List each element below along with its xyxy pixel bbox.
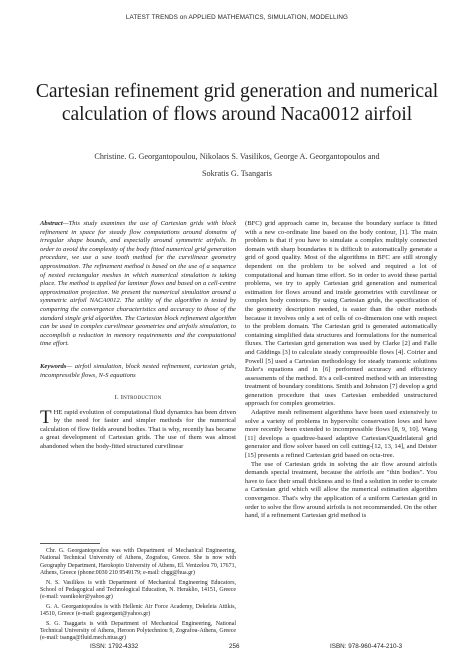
drop-cap: T [40,406,52,428]
footnote: Chr. G. Georgantopoulou was with Department of Mechanical Engineering, National Technical University of Athens, Zografou, Greece. She is now with Geography Department, Harokopio University of Athens, El. Venizelou 70, 17671, Athens, Greece (phone:0030 210 9549179; e-mail: chgg@hua.gr) [40,548,236,577]
left-column [40,220,236,452]
intro-text: HE rapid evolution of computational fluid dynamics has been driven by the need for faster and simpler methods for the numerical calculation of flow fields around bodies. That is why, recently has became a great development of Cartesian grids. The use of them was almost abandoned when the body-fitted structured curvilinear [40,408,236,451]
section-title: Introduction [120,394,162,402]
footer-issn: ISSN: 1792-4332 [90,643,139,650]
authors-line-2: Sokratis G. Tsangaris [201,169,272,178]
section-heading [40,394,236,403]
footnotes [40,548,236,645]
abstract-text: —This study examines the use of Cartesian grids with block refinement in space for steady flow computations around domains of irregular shape bounds, and especially around symmetric airfoils. In order to avoid the complexity of the body fitted numerical grid generation procedure, we use a saw tooth method for the curvilinear geometry approximation. The refinement method is based on the use of a sequence of nested rectangular meshes in which numerical simulation is taking place. The method is applied for laminar flows and based on a cell-centre approximation projection. We present the numerical simulation around a symmetric airfoil NACA0012. The utility of the algorithm is tested by comparing the convergence characteristics and accuracy to those of the standard single grid algorithm. The Cartesian block refinement algorithm can be used in complex curvilinear geometries and airfoils simulation, to accomplish a reduction in memory requirements and the computational time effort. [40,220,236,348]
footnote: S. G. Tsaggaris is with Department of Mechanical Engineering, National Technical University of Athens, Heroon Polytechniou 9, Zografou-Athens, Greece (e-mail: tsanga@fluid.mech.ntua.gr) [40,620,236,642]
body-paragraph: (BFC) grid approach came in, because the boundary surface is fitted with a new co-ordinate line based on the body contour, [1]. The main problem is that if you have to simulate a complex multiply connected domain with sharp boundaries it is difficult to automatically generate a grid of good quality. Most of the algorithms in BFC are still strongly dependent on the problem to be solved and required a lot of computational and human time effort. So in order to avoid these partial problems, we try to apply Cartesian grid generation and numerical estimation for flows around and inside geometries with curvilinear or complex body contours. By using Cartesian grids, the specification of the geometry description needed, is easier than the other methods because it involves only a set of cells of co-dimension one with respect to the problem domain. The Cartesian grid is generated automatically containing simplified data structures and formulations for the numerical fluxes. The Cartesian grid generation was used by Clarke [2] and Falle and Giddings [3] to calculate steady compressible flows [4]. Coirier and Powell [5] used a Cartesian methodology for steady transonic solutions Euler's equations and in [6] performed accuracy and efficiency assessments of the method. It's a cell-centred method with an interesting treatment of boundary conditions. Smith and Johnston [7] develop a grid generation procedure that uses Cartesian embedded unstructured approach for complex geometries. [245,220,437,408]
keywords [40,363,236,380]
footnote: G. A. Georgantopoulos is with Hellenic Air Force Academy, Dekeleia Attikis, 14510, Greece (e-mail: gageorgant@yahoo.gr) [40,603,236,618]
keywords-text: — airfoil simulation, block nested refinement, cartesian grids, incompressible flows, N-S equations [40,362,236,379]
footnote-rule [40,543,100,544]
section-number: I. [114,394,119,402]
right-column [245,220,437,521]
title-line-2: calculation of flows around Naca0012 airfoil [61,104,413,125]
abstract [40,220,236,349]
body-paragraph: The use of Cartesian grids in solving the air flow around airfoils demands special treatment, because the airfoils are "thin bodies". You have to face their small thickness and to find a solution in order to create a Cartesian grid which will allow the numerical estimation algorithm convergence. That's why the application of a uniform Cartesian grid in order to solve the flow around airfoils is not recommended. On the other hand, if a refinement Cartesian grid method is [245,460,437,520]
running-head: LATEST TRENDS on APPLIED MATHEMATICS, SIMULATION, MODELLING [125,14,349,21]
abstract-label: Abstract [40,220,63,227]
authors-line-1: Christine. G. Georgantopoulou, Nikolaos S. Vasilikos, George A. Georgantopoulos and [94,152,380,161]
keywords-label: Keywords [40,362,67,370]
author-list [40,148,434,182]
page-number: 256 [229,643,240,650]
intro-paragraph [40,406,236,452]
title-line-1: Cartesian refinement grid generation and numerical [35,81,439,102]
paper-title [20,80,454,126]
footnote: N. S. Vasilikos is with Department of Mechanical Engineering Educators, School of Pedagogical and Technological Education, N. Heraklio, 14151, Greece (e-mail: vasnikoler@yahoo.gr) [40,579,236,601]
body-paragraph: Adaptive mesh refinement algorithms have been used extensively to solve a variety of problems in hypervolic conservation lows and have more recently been extended to incompressible flows [8, 9, 10]. Wang [11] develops a quadtree-based adaptive Cartesian/Quadrilateral grid generator and flow solver based on cell cutting-[12, 13, 14], and Deister [15] presents a refined Cartesian grid based on octa-tree. [245,409,437,460]
footer-isbn: ISBN: 978-960-474-210-3 [330,643,403,650]
